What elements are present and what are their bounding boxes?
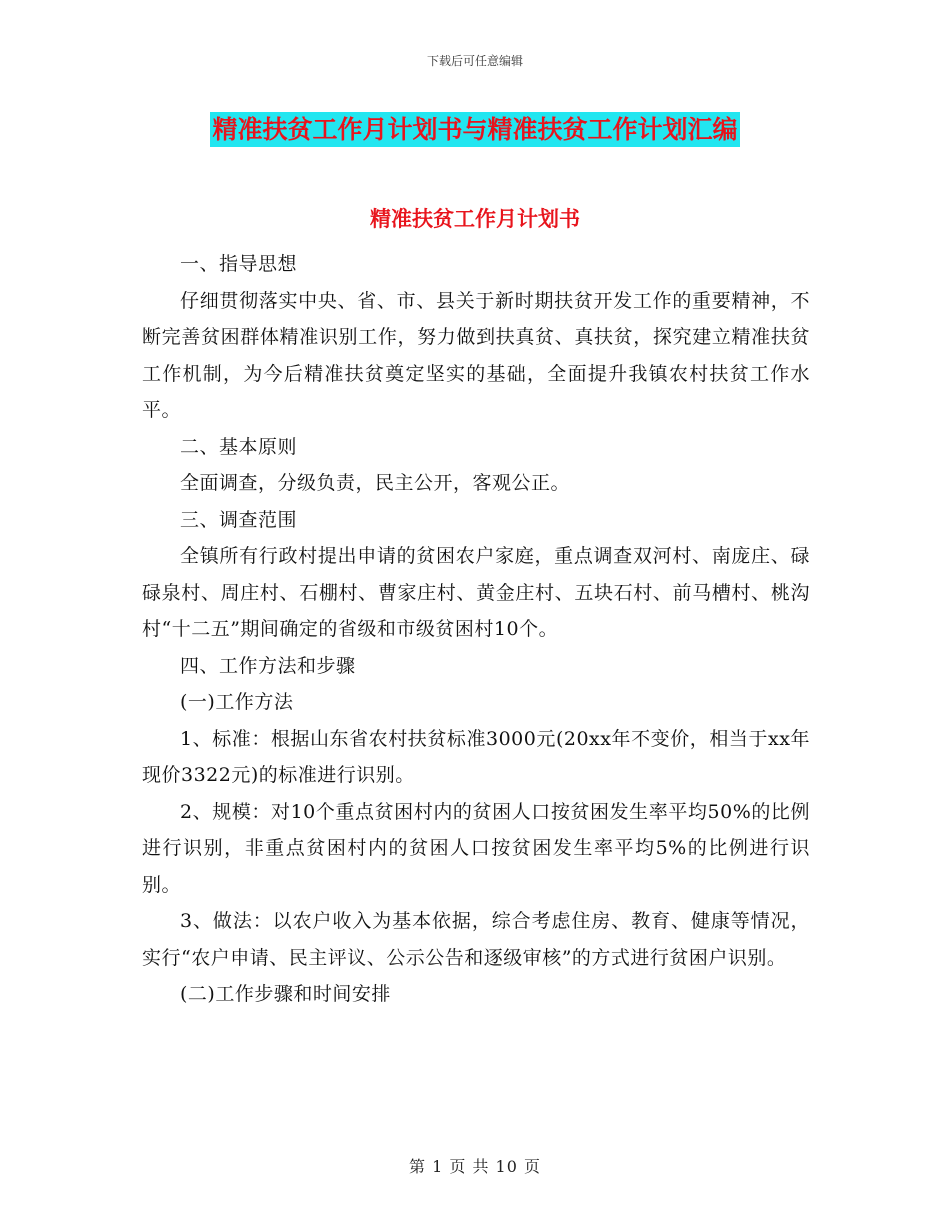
paragraph-guiding-ideology: 仔细贯彻落实中央、省、市、县关于新时期扶贫开发工作的重要精神，不断完善贫困群体精准识别工作，努力做到扶真贫、真扶贫，探究建立精准扶贫工作机制，为今后精准扶贫奠定坚实的基础，全面提升我镇农村扶贫工作水平。 — [142, 289, 810, 421]
document-body — [142, 246, 810, 1013]
heading-survey-scope: 三、调查范围 — [180, 508, 298, 531]
document-title-text: 精准扶贫工作月计划书与精准扶贫工作计划汇编 — [210, 112, 739, 147]
header-note: 下载后可任意编辑 — [426, 54, 523, 68]
heading-guiding-ideology: 一、指导思想 — [180, 253, 298, 275]
page-footer: 第 1 页 共 10 页 — [409, 1157, 541, 1176]
paragraph-survey-scope: 全镇所有行政村提出申请的贫困农户家庭，重点调查双河村、南庞庄、碌碌泉村、周庄村、石棚村、曹家庄村、黄金庄村、五块石村、前马槽村、桃沟村“十二五”期间确定的省级和市级贫困村10个。 — [142, 545, 810, 640]
section-title: 精准扶贫工作月计划书 — [370, 207, 580, 231]
paragraph-basic-principles: 全面调查，分级负责，民主公开，客观公正。 — [180, 472, 571, 494]
heading-methods-steps: 四、工作方法和步骤 — [180, 654, 356, 677]
paragraph-approach: 3、做法：以农户收入为基本依据，综合考虑住房、教育、健康等情况，实行“农户申请、民主评议、公示公告和逐级审核”的方式进行贫困户识别。 — [142, 910, 810, 969]
paragraph-standard: 1、标准：根据山东省农村扶贫标准3000元(20xx年不变价，相当于xx年现价3322元)的标准进行识别。 — [142, 727, 810, 786]
paragraph-scale: 2、规模：对10个重点贫困村内的贫困人口按贫困发生率平均50%的比例进行识别，非重点贫困村内的贫困人口按贫困发生率平均5%的比例进行识别。 — [142, 800, 810, 896]
subheading-methods: (一)工作方法 — [180, 691, 294, 713]
document-title — [0, 110, 950, 146]
heading-basic-principles: 二、基本原则 — [180, 435, 298, 458]
subheading-steps-schedule: (二)工作步骤和时间安排 — [180, 983, 391, 1005]
